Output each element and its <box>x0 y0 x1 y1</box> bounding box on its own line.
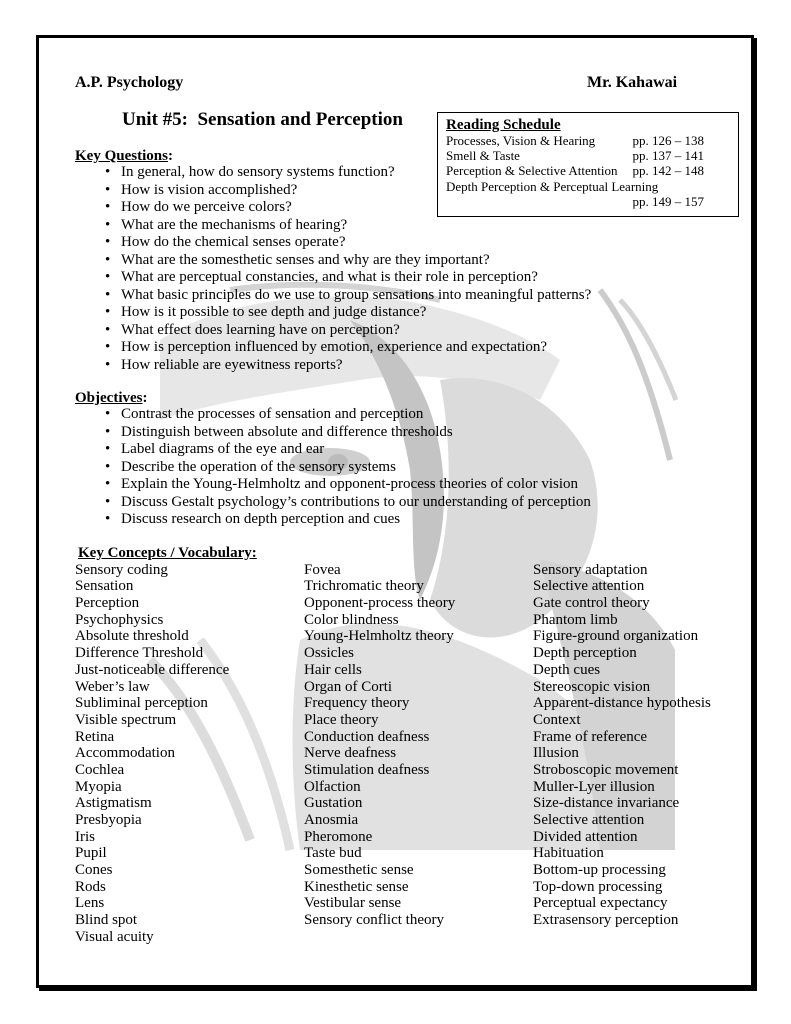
vocabulary-column-3 <box>533 562 711 929</box>
vocab-term: Fovea <box>304 561 341 578</box>
schedule-pages: pp. 137 – 141 <box>632 148 704 164</box>
vocab-term: Gustation <box>304 795 363 812</box>
vocab-term: Phantom limb <box>533 611 618 628</box>
vocab-term: Cochlea <box>75 761 125 778</box>
vocab-term: Sensory adaptation <box>533 561 648 578</box>
vocab-term: Iris <box>75 828 95 845</box>
schedule-topic: Perception & Selective Attention <box>446 163 618 179</box>
vocab-term: Size-distance invariance <box>533 795 680 812</box>
objective-item: • Discuss Gestalt psychology’s contributions to our understanding of perception <box>121 494 591 512</box>
vocab-term: Frame of reference <box>533 728 648 745</box>
vocab-term: Nerve deafness <box>304 745 397 762</box>
vocab-term: Extrasensory perception <box>533 912 679 929</box>
vocab-term: Taste bud <box>304 845 362 862</box>
vocab-term: Stroboscopic movement <box>533 761 679 778</box>
key-questions-list <box>121 164 591 374</box>
vocab-term: Vestibular sense <box>304 895 402 912</box>
vocab-term: Muller-Lyer illusion <box>533 778 655 795</box>
vocab-term: Ossicles <box>304 645 354 662</box>
question-item: • What are the somesthetic senses and why are they important? <box>121 252 591 270</box>
objectives-heading-suffix: : <box>142 390 148 406</box>
key-questions-heading-label: Key Questions <box>75 148 168 164</box>
question-item: • What are perceptual constancies, and what is their role in perception? <box>121 269 591 287</box>
course-name: A.P. Psychology <box>75 74 184 91</box>
vocab-term: Pupil <box>75 845 107 862</box>
vocab-term: Conduction deafness <box>304 728 430 745</box>
vocab-term: Gate control theory <box>533 595 650 612</box>
vocab-term: Psychophysics <box>75 611 164 628</box>
vocab-term: Rods <box>75 878 106 895</box>
vocab-term: Perception <box>75 595 140 612</box>
question-item: • How is it possible to see depth and judge distance? <box>121 304 591 322</box>
vocab-term: Presbyopia <box>75 812 142 828</box>
vocab-term: Retina <box>75 728 115 745</box>
schedule-pages: pp. 149 – 157 <box>632 193 704 209</box>
key-questions-heading <box>75 147 173 165</box>
vocab-term: Young-Helmholtz theory <box>304 628 454 645</box>
vocab-term: Context <box>533 711 581 728</box>
vocab-term: Olfaction <box>304 778 361 795</box>
objectives-heading-label: Objectives <box>75 390 143 406</box>
vocab-term: Figure-ground organization <box>533 628 699 645</box>
vocab-term: Absolute threshold <box>75 628 189 645</box>
vocab-term: Sensory coding <box>75 561 168 578</box>
vocab-term: Kinesthetic sense <box>304 878 409 895</box>
vocab-term: Sensory conflict theory <box>304 912 444 929</box>
objectives-list <box>121 406 591 529</box>
vocab-term: Somesthetic sense <box>304 862 414 879</box>
vocab-term: Cones <box>75 862 113 879</box>
question-item: • How is vision accomplished? <box>121 182 591 200</box>
vocab-term: Sensation <box>75 578 134 595</box>
vocab-term: Stimulation deafness <box>304 761 430 778</box>
objective-item: • Explain the Young-Helmholtz and opponent-process theories of color vision <box>121 476 591 494</box>
vocab-term: Stereoscopic vision <box>533 678 651 695</box>
question-item: • In general, how do sensory systems function? <box>121 164 591 182</box>
key-questions-heading-suffix: : <box>167 148 173 164</box>
question-item: • How do we perceive colors? <box>121 199 591 217</box>
schedule-row <box>446 148 704 163</box>
vocab-term: Selective attention <box>533 812 645 828</box>
vocab-term: Difference Threshold <box>75 645 204 662</box>
vocab-term: Top-down processing <box>533 878 663 895</box>
vocab-term: Place theory <box>304 711 379 728</box>
vocab-term: Perceptual expectancy <box>533 895 668 912</box>
objectives-heading <box>75 389 147 407</box>
vocab-term: Weber’s law <box>75 678 150 695</box>
vocab-term: Habituation <box>533 845 604 862</box>
vocab-term: Myopia <box>75 778 122 795</box>
vocab-term: Color blindness <box>304 611 399 628</box>
vocabulary-column-1 <box>75 562 229 946</box>
vocab-term: Astigmatism <box>75 795 152 812</box>
page-title: Unit #5: Sensation and Perception <box>122 109 403 130</box>
vocab-term: Hair cells <box>304 661 362 678</box>
schedule-topic: Processes, Vision & Hearing <box>446 133 596 148</box>
question-item: • How do the chemical senses operate? <box>121 234 591 252</box>
vocab-term: Subliminal perception <box>75 695 208 712</box>
question-item: • What basic principles do we use to group sensations into meaningful patterns? <box>121 287 591 305</box>
vocab-term: Visual acuity <box>75 928 154 945</box>
schedule-row <box>446 133 704 148</box>
question-item: • What are the mechanisms of hearing? <box>121 217 591 235</box>
vocab-term: Just-noticeable difference <box>75 661 230 678</box>
vocab-term: Depth perception <box>533 645 637 662</box>
objective-item: • Discuss research on depth perception and cues <box>121 511 591 529</box>
objective-item: • Contrast the processes of sensation and perception <box>121 406 591 424</box>
vocab-term: Selective attention <box>533 578 645 595</box>
schedule-topic: Smell & Taste <box>446 148 520 164</box>
teacher-name: Mr. Kahawai <box>587 74 678 91</box>
vocab-term: Apparent-distance hypothesis <box>533 695 711 712</box>
vocab-term: Pheromone <box>304 828 373 845</box>
vocab-term: Frequency theory <box>304 695 410 712</box>
vocab-term: Divided attention <box>533 828 638 845</box>
schedule-pages: pp. 126 – 138 <box>632 133 704 148</box>
reading-schedule-heading: Reading Schedule <box>446 117 561 133</box>
vocabulary-heading: Key Concepts / Vocabulary: <box>78 545 257 561</box>
schedule-pages: pp. 142 – 148 <box>632 163 704 179</box>
vocab-term: Lens <box>75 895 105 912</box>
schedule-topic: Depth Perception & Perceptual Learning <box>446 178 659 194</box>
objective-item: • Label diagrams of the eye and ear <box>121 441 591 459</box>
question-item: • What effect does learning have on perception? <box>121 322 591 340</box>
vocab-term: Depth cues <box>533 661 601 678</box>
vocab-term: Accommodation <box>75 745 175 762</box>
question-item: • How is perception influenced by emotion, experience and expectation? <box>121 339 591 357</box>
vocab-term: Visible spectrum <box>75 711 177 728</box>
vocab-term: Trichromatic theory <box>304 578 424 595</box>
vocab-term: Illusion <box>533 745 579 762</box>
objective-item: • Describe the operation of the sensory systems <box>121 459 591 477</box>
question-item: • How reliable are eyewitness reports? <box>121 357 591 375</box>
vocab-term: Blind spot <box>75 912 138 929</box>
vocab-term: Anosmia <box>304 812 359 828</box>
objective-item: • Distinguish between absolute and difference thresholds <box>121 424 591 442</box>
vocab-term: Bottom-up processing <box>533 862 666 879</box>
vocab-term: Opponent-process theory <box>304 595 456 612</box>
vocab-term: Organ of Corti <box>304 678 393 695</box>
vocabulary-column-2 <box>304 562 455 929</box>
